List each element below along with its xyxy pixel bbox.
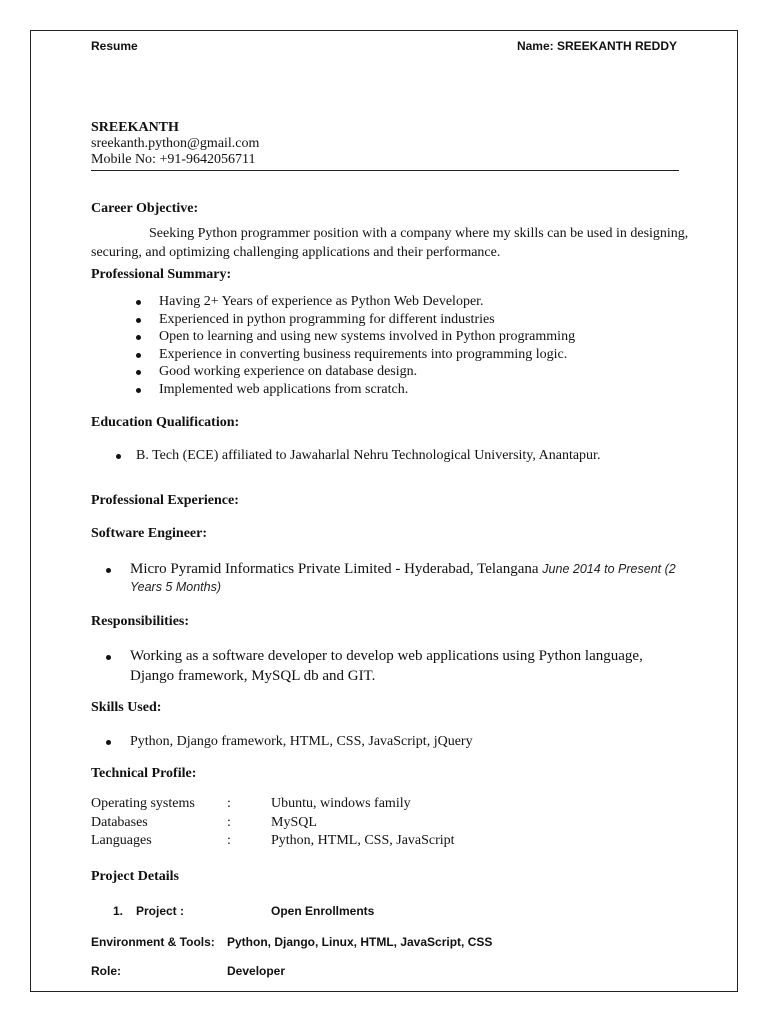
environment-tools-label: Environment & Tools: (91, 935, 215, 949)
bullet-icon (136, 353, 141, 358)
skills-used-heading: Skills Used: (91, 700, 162, 715)
bullet-icon (136, 318, 141, 323)
responsibilities-heading: Responsibilities: (91, 614, 190, 629)
education-heading: Education Qualification: (91, 415, 240, 430)
tech-label-languages: Languages (91, 833, 152, 848)
resume-page (30, 30, 738, 992)
skills-item: Python, Django framework, HTML, CSS, JavaScript, jQuery (130, 734, 473, 749)
responsibilities-line-1: Working as a software developer to develop web applications using Python language, (130, 648, 643, 664)
project-number: 1. (113, 904, 124, 918)
list-item: Implemented web applications from scratch. (159, 382, 409, 397)
bullet-icon (116, 454, 121, 459)
environment-tools-value: Python, Django, Linux, HTML, JavaScript, CSS (227, 935, 493, 949)
contact-divider (91, 170, 679, 171)
tech-sep: : (227, 796, 231, 811)
project-details-heading: Project Details (91, 869, 179, 884)
header-resume-label: Resume (91, 39, 138, 53)
bullet-icon (106, 568, 111, 573)
career-objective-heading: Career Objective: (91, 201, 199, 216)
header-name-label: Name: SREEKANTH REDDY (516, 39, 677, 53)
experience-company (130, 561, 676, 578)
career-objective-line-1: Seeking Python programmer position with a company where my skills can be used in designing, (149, 226, 689, 241)
employment-period-continued: Years 5 Months) (130, 580, 222, 594)
list-item: Good working experience on database design. (159, 364, 418, 379)
bullet-icon (136, 388, 141, 393)
candidate-mobile: Mobile No: +91-9642056711 (91, 152, 256, 167)
bullet-icon (136, 300, 141, 305)
professional-summary-heading: Professional Summary: (91, 267, 232, 282)
candidate-email: sreekanth.python@gmail.com (91, 136, 260, 151)
bullet-icon (106, 655, 111, 660)
employment-period: June 2014 to Present (2 (542, 562, 676, 576)
project-label: Project : (136, 904, 185, 918)
role-value: Developer (227, 964, 286, 978)
technical-profile-heading: Technical Profile: (91, 766, 197, 781)
tech-label-databases: Databases (91, 815, 148, 830)
tech-sep: : (227, 833, 231, 848)
list-item: Experience in converting business requirements into programming logic. (159, 347, 568, 362)
bullet-icon (136, 335, 141, 340)
education-item: B. Tech (ECE) affiliated to Jawaharlal Nehru Technological University, Anantapur. (136, 448, 601, 463)
professional-experience-heading: Professional Experience: (91, 493, 239, 508)
list-item: Experienced in python programming for different industries (159, 312, 495, 327)
tech-value-os: Ubuntu, windows family (271, 796, 411, 811)
list-item: Open to learning and using new systems involved in Python programming (159, 329, 576, 344)
tech-value-languages: Python, HTML, CSS, JavaScript (271, 833, 455, 848)
career-objective-line-2: securing, and optimizing challenging applications and their performance. (91, 245, 501, 260)
list-item: Having 2+ Years of experience as Python Web Developer. (159, 294, 484, 309)
bullet-icon (106, 740, 111, 745)
tech-value-databases: MySQL (271, 815, 317, 830)
responsibilities-line-2: Django framework, MySQL db and GIT. (130, 668, 376, 684)
candidate-name: SREEKANTH (91, 120, 179, 135)
bullet-icon (136, 370, 141, 375)
tech-label-os: Operating systems (91, 796, 195, 811)
project-name: Open Enrollments (271, 904, 375, 918)
company-name: Micro Pyramid Informatics Private Limited - Hyderabad, Telangana (130, 561, 539, 577)
software-engineer-heading: Software Engineer: (91, 526, 207, 541)
tech-sep: : (227, 815, 231, 830)
role-label: Role: (91, 964, 121, 978)
